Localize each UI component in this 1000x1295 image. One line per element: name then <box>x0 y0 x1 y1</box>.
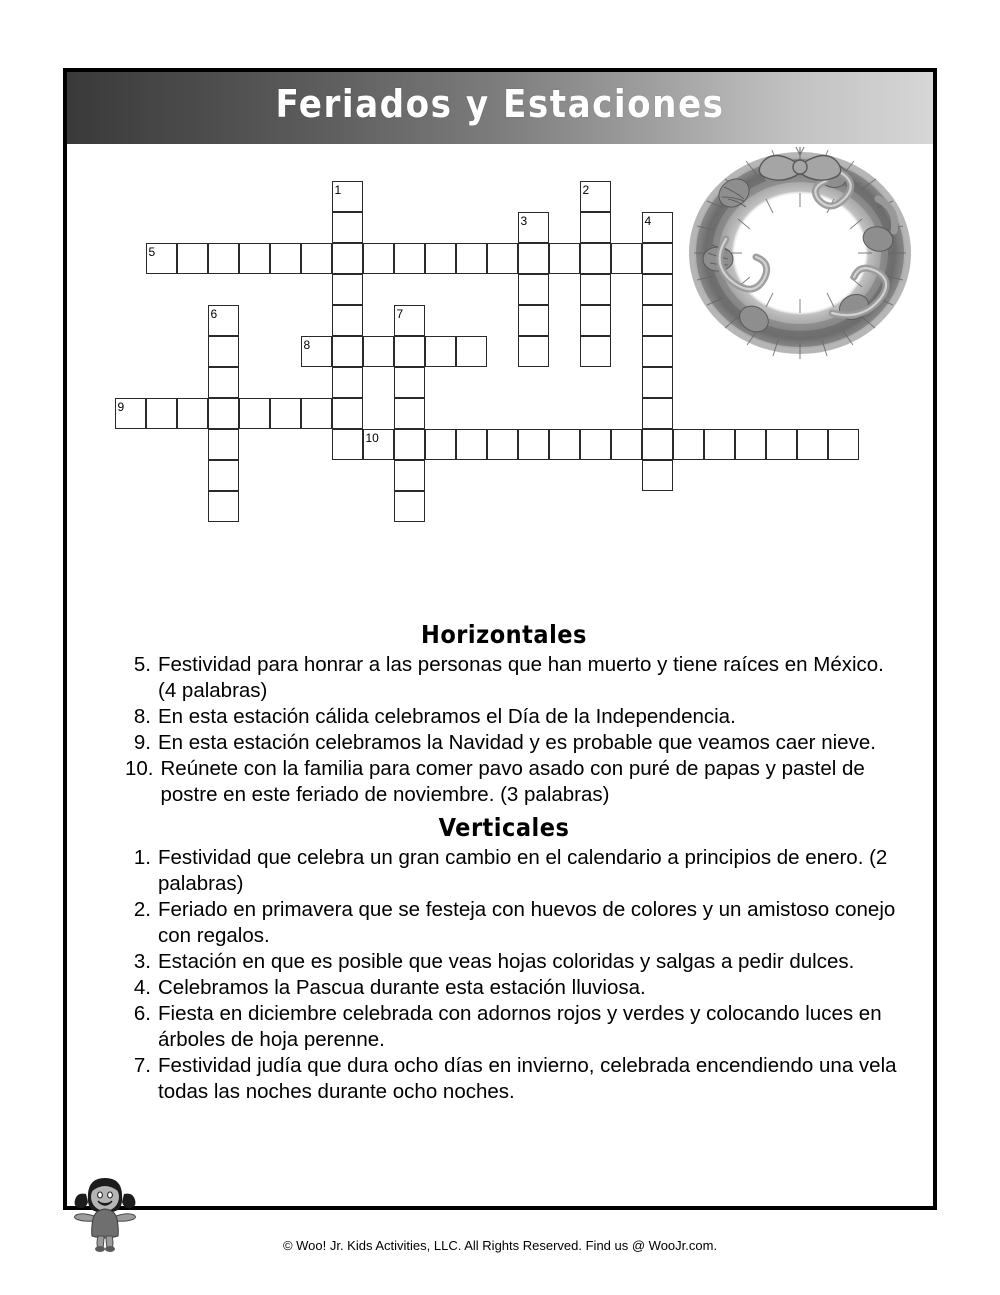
down-clue-list <box>67 845 941 1105</box>
crossword-cell[interactable] <box>332 367 363 398</box>
clue-number: 1. <box>133 846 151 869</box>
crossword-cell[interactable] <box>673 429 704 460</box>
across-clue-8 <box>125 704 907 730</box>
down-clue-3 <box>125 949 907 975</box>
crossword-cell[interactable] <box>332 212 363 243</box>
crossword-cell[interactable] <box>394 367 425 398</box>
clue-number: 10. <box>125 757 154 780</box>
crossword-cell[interactable] <box>642 274 673 305</box>
crossword-cell[interactable] <box>580 274 611 305</box>
copyright-footer: © Woo! Jr. Kids Activities, LLC. All Rights Reserved. Find us @ WooJr.com. <box>282 1238 718 1253</box>
across-clue-10 <box>125 756 907 808</box>
crossword-cell[interactable] <box>332 336 363 367</box>
crossword-cell[interactable] <box>642 460 673 491</box>
crossword-cell[interactable] <box>208 243 239 274</box>
crossword-cell[interactable] <box>301 398 332 429</box>
crossword-cell[interactable] <box>208 429 239 460</box>
clue-text: En esta estación celebramos la Navidad y es probable que veamos caer nieve. <box>158 731 876 754</box>
crossword-cell[interactable] <box>208 336 239 367</box>
title-banner <box>67 72 933 144</box>
down-clue-2 <box>125 897 907 949</box>
crossword-clue-number: 5 <box>148 244 156 259</box>
crossword-cell[interactable] <box>394 429 425 460</box>
crossword-clue-number: 9 <box>117 399 125 414</box>
crossword-cell[interactable] <box>580 243 611 274</box>
crossword-cell[interactable] <box>611 243 642 274</box>
across-heading: Horizontales <box>421 620 587 649</box>
crossword-cell[interactable] <box>394 336 425 367</box>
crossword-cell[interactable] <box>394 243 425 274</box>
across-clue-list <box>67 652 941 808</box>
crossword-cell[interactable] <box>332 429 363 460</box>
crossword-cell[interactable] <box>456 429 487 460</box>
clue-number: 6. <box>133 1002 151 1025</box>
crossword-cell[interactable] <box>394 398 425 429</box>
crossword-cell[interactable] <box>208 491 239 522</box>
down-clue-4 <box>125 975 907 1001</box>
crossword-cell[interactable] <box>208 398 239 429</box>
down-clue-7 <box>125 1053 907 1105</box>
clue-number: 8. <box>133 705 151 728</box>
crossword-cell[interactable] <box>425 429 456 460</box>
crossword-cell[interactable] <box>394 460 425 491</box>
crossword-cell[interactable] <box>642 336 673 367</box>
crossword-cell[interactable] <box>208 305 239 336</box>
clue-text: En esta estación cálida celebramos el Día de la Independencia. <box>158 705 736 728</box>
crossword-cell[interactable] <box>270 398 301 429</box>
crossword-cell[interactable] <box>611 429 642 460</box>
crossword-cell[interactable] <box>580 181 611 212</box>
crossword-cell[interactable] <box>642 305 673 336</box>
crossword-clue-number: 6 <box>210 306 218 321</box>
clues-section <box>67 620 941 1105</box>
crossword-cell[interactable] <box>518 212 549 243</box>
page-title: Feriados y Estaciones <box>275 82 725 126</box>
crossword-clue-number: 3 <box>520 213 528 228</box>
crossword-cell[interactable] <box>704 429 735 460</box>
crossword-cell[interactable] <box>735 429 766 460</box>
clue-text: Estación en que es posible que veas hojas coloridas y salgas a pedir dulces. <box>158 950 855 973</box>
crossword-cell[interactable] <box>797 429 828 460</box>
clue-number: 4. <box>133 976 151 999</box>
crossword-clue-number: 4 <box>644 213 652 228</box>
crossword-cell[interactable] <box>301 243 332 274</box>
crossword-cell[interactable] <box>642 367 673 398</box>
clue-text: Celebramos la Pascua durante esta estación lluviosa. <box>158 976 646 999</box>
crossword-cell[interactable] <box>518 274 549 305</box>
clue-text: Reúnete con la familia para comer pavo asado con puré de papas y pastel de postre en este feriado de noviembre. (3 palabras) <box>160 757 865 806</box>
crossword-cell[interactable] <box>239 398 270 429</box>
crossword-cell[interactable] <box>425 243 456 274</box>
across-clue-5 <box>125 652 907 704</box>
clue-number: 9. <box>133 731 151 754</box>
crossword-cell[interactable] <box>518 336 549 367</box>
crossword-cell[interactable] <box>580 305 611 336</box>
crossword-clue-number: 7 <box>396 306 404 321</box>
down-heading: Verticales <box>438 813 570 842</box>
crossword-cell[interactable] <box>425 336 456 367</box>
clue-number: 5. <box>133 653 151 676</box>
crossword-cell[interactable] <box>642 212 673 243</box>
crossword-cell[interactable] <box>363 336 394 367</box>
crossword-cell[interactable] <box>332 274 363 305</box>
crossword-cell[interactable] <box>332 181 363 212</box>
crossword-cell[interactable] <box>115 398 146 429</box>
crossword-cell[interactable] <box>146 243 177 274</box>
crossword-cell[interactable] <box>270 243 301 274</box>
crossword-cell[interactable] <box>580 429 611 460</box>
crossword-cell[interactable] <box>363 429 394 460</box>
across-clue-9 <box>125 730 907 756</box>
crossword-cell[interactable] <box>332 305 363 336</box>
crossword-cell[interactable] <box>177 398 208 429</box>
crossword-cell[interactable] <box>642 429 673 460</box>
crossword-grid[interactable] <box>115 181 905 521</box>
crossword-cell[interactable] <box>363 243 394 274</box>
crossword-cell[interactable] <box>518 429 549 460</box>
clue-text: Festividad que celebra un gran cambio en el calendario a principios de enero. (2 palabras) <box>158 846 888 895</box>
crossword-cell[interactable] <box>332 243 363 274</box>
crossword-clue-number: 8 <box>303 337 311 352</box>
crossword-cell[interactable] <box>642 398 673 429</box>
crossword-cell[interactable] <box>177 243 208 274</box>
crossword-cell[interactable] <box>487 429 518 460</box>
crossword-cell[interactable] <box>456 243 487 274</box>
clue-number: 2. <box>133 898 151 921</box>
crossword-cell[interactable] <box>828 429 859 460</box>
worksheet-page <box>63 68 937 1210</box>
clue-number: 3. <box>133 950 151 973</box>
crossword-clue-number: 1 <box>334 182 342 197</box>
crossword-cell[interactable] <box>487 243 518 274</box>
crossword-cell[interactable] <box>301 336 332 367</box>
down-clue-6 <box>125 1001 907 1053</box>
crossword-cell[interactable] <box>549 243 580 274</box>
clue-text: Fiesta en diciembre celebrada con adornos rojos y verdes y colocando luces en árboles de hoja perenne. <box>158 1002 882 1051</box>
crossword-cell[interactable] <box>208 460 239 491</box>
crossword-cell[interactable] <box>518 243 549 274</box>
crossword-cell[interactable] <box>332 398 363 429</box>
crossword-cell[interactable] <box>456 336 487 367</box>
crossword-cell[interactable] <box>580 336 611 367</box>
down-clue-1 <box>125 845 907 897</box>
clue-number: 7. <box>133 1054 151 1077</box>
crossword-cell[interactable] <box>580 212 611 243</box>
crossword-cell[interactable] <box>208 367 239 398</box>
crossword-cell[interactable] <box>394 305 425 336</box>
clue-text: Festividad para honrar a las personas que han muerto y tiene raíces en México. (4 palabras) <box>158 653 884 702</box>
clue-text: Feriado en primavera que se festeja con huevos de colores y un amistoso conejo con regalos. <box>158 898 896 947</box>
clue-text: Festividad judía que dura ocho días en invierno, celebrada encendiendo una vela todas las noches durante ocho noches. <box>158 1054 897 1103</box>
crossword-cell[interactable] <box>549 429 580 460</box>
crossword-cell[interactable] <box>394 491 425 522</box>
crossword-clue-number: 10 <box>365 430 379 445</box>
crossword-cell[interactable] <box>642 243 673 274</box>
crossword-cell[interactable] <box>239 243 270 274</box>
crossword-cell[interactable] <box>518 305 549 336</box>
crossword-cell[interactable] <box>146 398 177 429</box>
crossword-cell[interactable] <box>766 429 797 460</box>
crossword-clue-number: 2 <box>582 182 590 197</box>
